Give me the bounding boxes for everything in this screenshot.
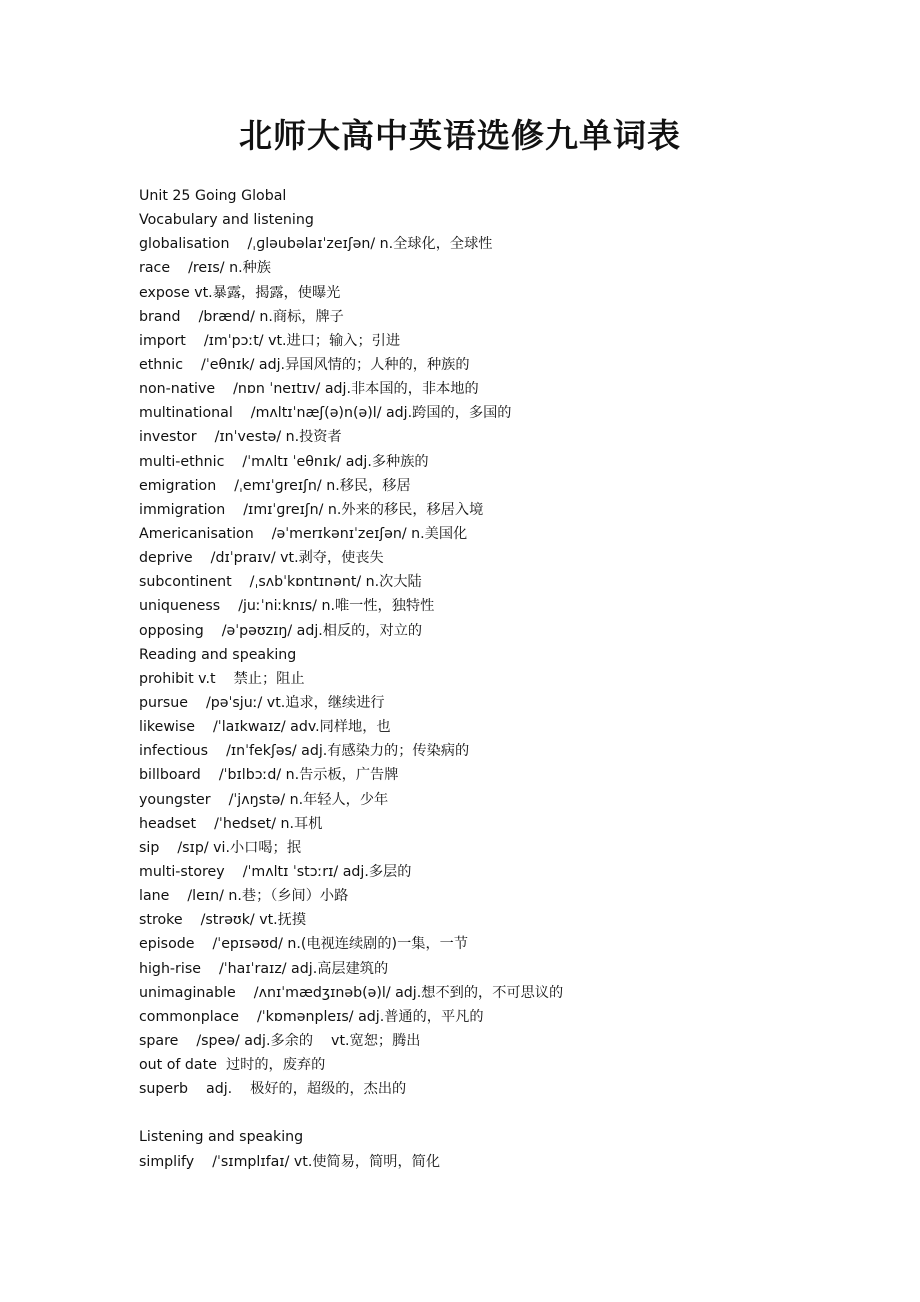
word-entry: brand /brænd/ n.商标，牌子 (139, 308, 344, 325)
word-entry: billboard /ˈbɪlbɔːd/ n.告示板，广告牌 (139, 767, 399, 784)
word-entry: out of date 过时的，废弃的 (139, 1057, 326, 1074)
word-entry: lane /leɪn/ n.巷；（乡间）小路 (139, 888, 349, 905)
word-entry: stroke /strəʊk/ vt.抚摸 (139, 912, 307, 929)
word-entry: uniqueness /juːˈniːknɪs/ n.唯一性，独特性 (139, 598, 435, 615)
word-list (139, 184, 839, 1174)
word-entry: race /reɪs/ n.种族 (139, 260, 271, 277)
word-entry: multinational /mʌltɪˈnæʃ(ə)n(ə)l/ adj.跨国的，多国的 (139, 405, 512, 422)
word-entry: likewise /ˈlaɪkwaɪz/ adv.同样地，也 (139, 719, 391, 736)
word-entry: sip /sɪp/ vi.小口喝；抿 (139, 839, 301, 856)
word-entry: globalisation /ˌɡləubəlaɪˈzeɪʃən/ n.全球化，全球性 (139, 236, 493, 253)
word-entry: opposing /əˈpəʊzɪŋ/ adj.相反的，对立的 (139, 622, 423, 639)
word-entry: episode /ˈepɪsəʊd/ n.(电视连续剧的)一集，一节 (139, 936, 469, 953)
word-entry: expose vt.暴露，揭露，使曝光 (139, 284, 341, 301)
blank-line (139, 1101, 839, 1125)
word-entry: high-rise /ˈhaɪˈraɪz/ adj.高层建筑的 (139, 960, 389, 977)
page-title: 北师大高中英语选修九单词表 (239, 116, 681, 155)
word-entry: Americanisation /əˈmerɪkənɪˈzeɪʃən/ n.美国化 (139, 525, 468, 542)
word-entry: spare /speə/ adj.多余的 vt.宽恕；腾出 (139, 1032, 421, 1049)
word-entry: youngster /ˈjʌŋstə/ n.年轻人，少年 (139, 791, 389, 808)
word-entry: prohibit v.t 禁止；阻止 (139, 670, 305, 687)
word-entry: import /ɪmˈpɔːt/ vt.进口；输入；引进 (139, 332, 401, 349)
word-entry: simplify /ˈsɪmplɪfaɪ/ vt.使简易，简明，简化 (139, 1153, 441, 1170)
word-entry: commonplace /ˈkɒmənpleɪs/ adj.普通的，平凡的 (139, 1008, 484, 1025)
word-entry: pursue /pəˈsjuː/ vt.追求，继续进行 (139, 694, 385, 711)
word-entry: headset /ˈhedset/ n.耳机 (139, 815, 323, 832)
word-entry: subcontinent /ˌsʌbˈkɒntɪnənt/ n.次大陆 (139, 574, 422, 591)
word-entry: unimaginable /ʌnɪˈmædʒɪnəb(ə)l/ adj.想不到的，不可思议的 (139, 984, 564, 1001)
word-entry: infectious /ɪnˈfekʃəs/ adj.有感染力的；传染病的 (139, 743, 470, 760)
word-entry: multi-ethnic /ˈmʌltɪ ˈeθnɪk/ adj.多种族的 (139, 453, 429, 470)
unit-heading: Unit 25 Going Global (139, 188, 287, 204)
word-entry: immigration /ɪmɪˈɡreɪʃn/ n.外来的移民，移居入境 (139, 501, 484, 518)
section-heading-listening: Listening and speaking (139, 1129, 304, 1146)
word-entry: multi-storey /ˈmʌltɪ ˈstɔːrɪ/ adj.多层的 (139, 863, 412, 880)
section-heading-vocabulary: Vocabulary and listening (139, 212, 314, 229)
word-entry: deprive /dɪˈpraɪv/ vt.剥夺，使丧失 (139, 550, 384, 567)
word-entry: ethnic /ˈeθnɪk/ adj.异国风情的；人种的，种族的 (139, 356, 470, 373)
word-entry: superb adj. 极好的，超级的，杰出的 (139, 1081, 407, 1098)
section-heading-reading: Reading and speaking (139, 646, 297, 663)
word-entry: non-native /nɒn ˈneɪtɪv/ adj.非本国的，非本地的 (139, 381, 479, 398)
word-entry: emigration /ˌemɪˈɡreɪʃn/ n.移民，移居 (139, 477, 411, 494)
word-entry: investor /ɪnˈvestə/ n.投资者 (139, 429, 342, 446)
